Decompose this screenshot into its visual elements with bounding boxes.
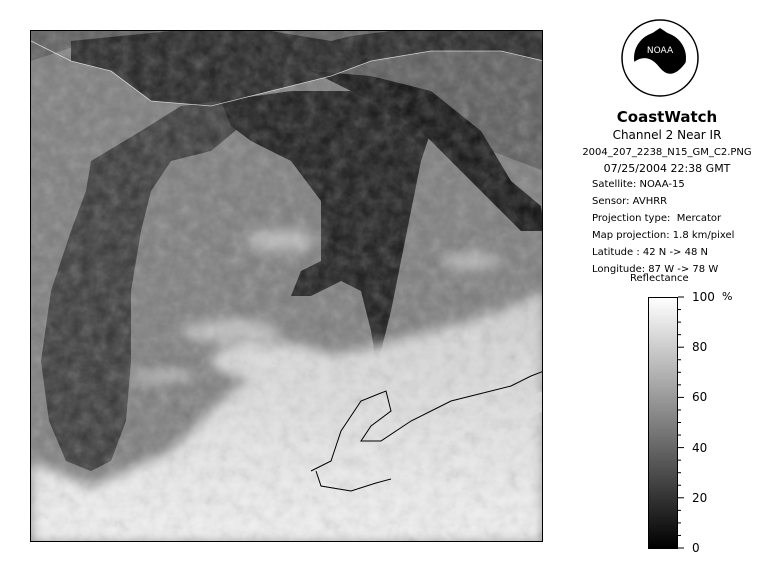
channel-label: Channel 2 Near IR (612, 128, 722, 142)
colorbar-tick-label: 40 (692, 440, 708, 455)
colorbar-tick-label: 0 (692, 541, 700, 555)
file-name: 2004_207_2238_N15_GM_C2.PNG (582, 147, 752, 158)
colorbar (648, 297, 678, 549)
noaa-logo-icon (620, 18, 700, 98)
colorbar-tick-label: 20 (692, 490, 708, 505)
satellite-info: Satellite: NOAA-15 (592, 179, 685, 190)
colorbar-label: Reflectance (630, 273, 689, 284)
map-image (31, 31, 543, 542)
map-projection-info: Map projection: 1.8 km/pixel (592, 230, 735, 241)
colorbar-tick-label: 60 (692, 390, 708, 405)
date-time: 07/25/2004 22:38 GMT (603, 162, 731, 175)
app-title: CoastWatch (616, 108, 718, 126)
colorbar-unit: % (722, 290, 733, 303)
sensor-info: Sensor: AVHRR (592, 196, 668, 207)
satellite-map (30, 30, 543, 542)
latitude-info: Latitude : 42 N -> 48 N (592, 247, 708, 258)
logo-center-text: NOAA (646, 46, 674, 56)
longitude-info: Longitude: 87 W -> 78 W (592, 264, 719, 275)
colorbar-tick-label: 100 (692, 290, 715, 304)
projection-type-info: Projection type: Mercator (592, 213, 722, 224)
colorbar-tick-label: 80 (692, 340, 708, 355)
